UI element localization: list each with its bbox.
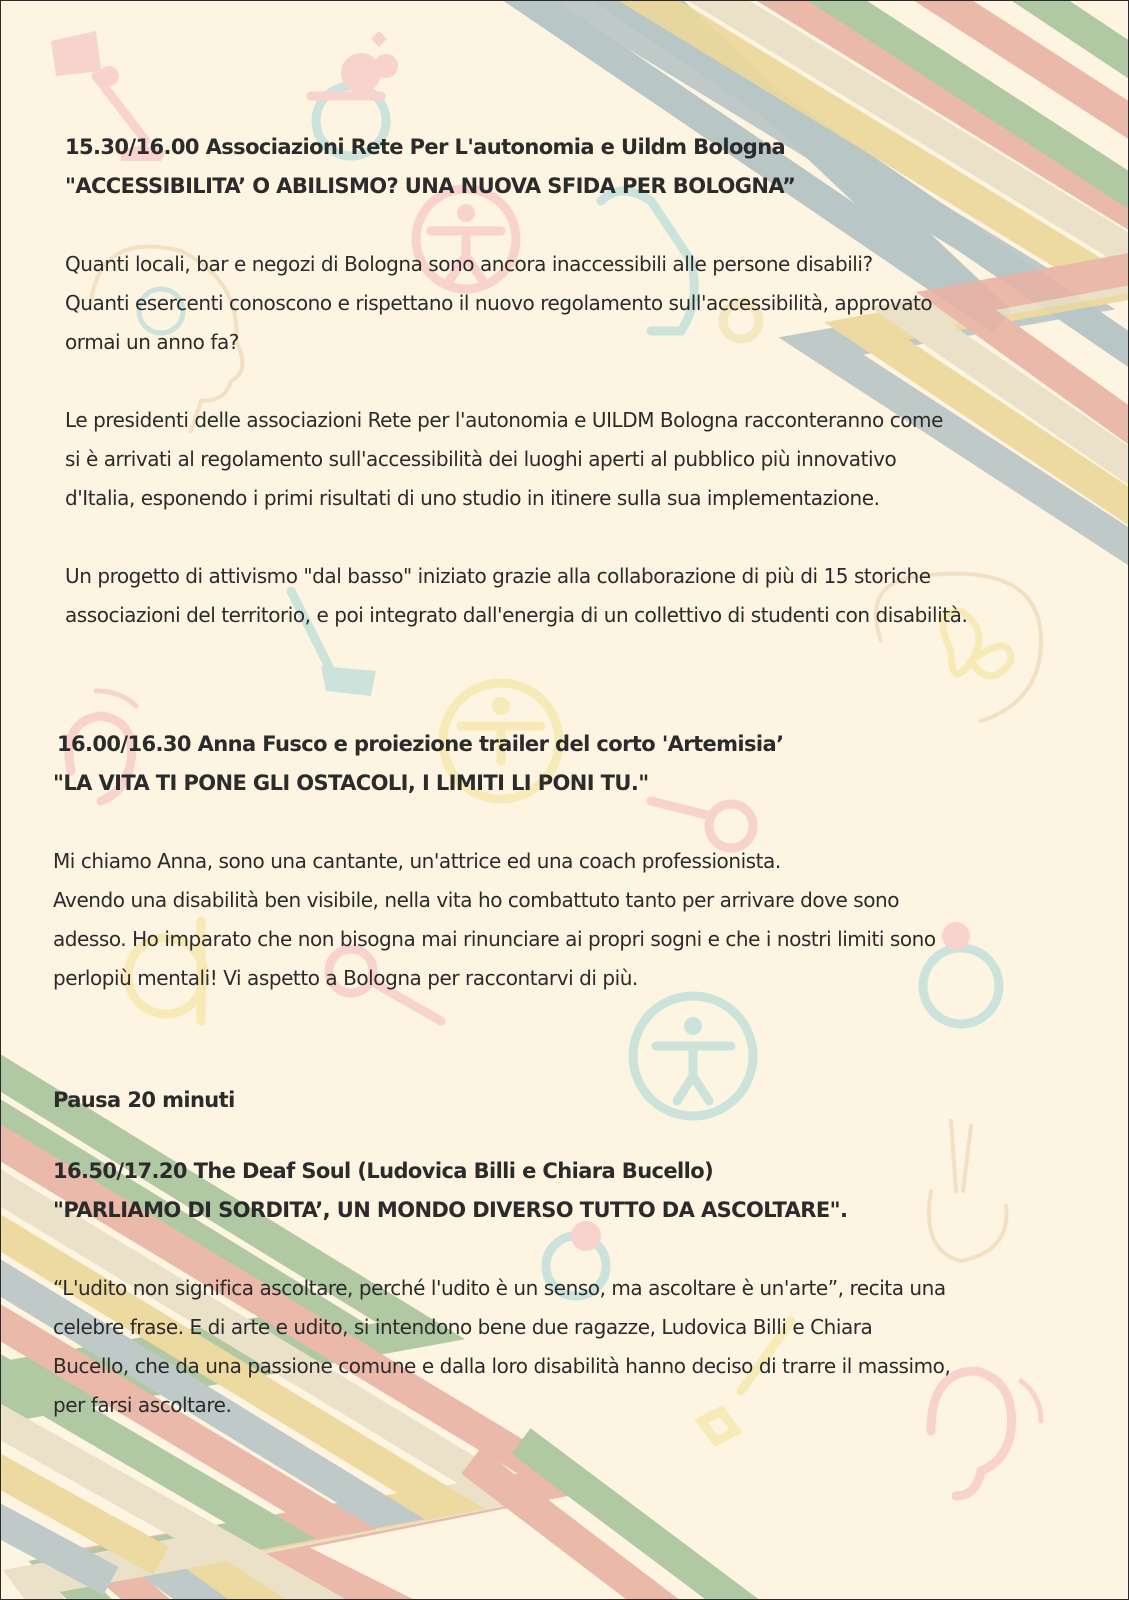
section-3-time-title: 16.50/17.20 The Deaf Soul (Ludovica Billi e Chiara Bucello): [53, 1159, 714, 1183]
paragraph-line: d'Italia, esponendo i primi risultati di uno studio in itinere sulla sua implementazione.: [65, 486, 880, 510]
paragraph-line: per farsi ascoltare.: [53, 1393, 232, 1417]
paragraph-line: perlopiù mentali! Vi aspetto a Bologna per raccontarvi di più.: [53, 966, 638, 990]
section-1-paragraph-3: [65, 557, 1105, 635]
section-1: [65, 128, 1105, 635]
paragraph-line: Quanti esercenti conoscono e rispettano il nuovo regolamento sull'accessibilità, approvato: [65, 291, 933, 315]
paragraph-line: “L'udito non significa ascoltare, perché l'udito è un senso, ma ascoltare è un'arte”, recita una: [53, 1276, 946, 1300]
section-1-time-title: 15.30/16.00 Associazioni Rete Per L'autonomia e Uildm Bologna: [65, 135, 786, 159]
pause-block: [53, 1081, 235, 1120]
paragraph-line: Quanti locali, bar e negozi di Bologna sono ancora inaccessibili alle persone disabili?: [65, 252, 873, 276]
paragraph-line: Bucello, che da una passione comune e dalla loro disabilità hanno deciso di trarre il massimo,: [53, 1354, 951, 1378]
paragraph-line: si è arrivati al regolamento sull'accessibilità dei luoghi aperti al pubblico più innovativo: [65, 447, 897, 471]
paragraph-line: Un progetto di attivismo "dal basso" iniziato grazie alla collaborazione di più di 15 storiche: [65, 564, 931, 588]
section-3-headline: "PARLIAMO DI SORDITA’, UN MONDO DIVERSO TUTTO DA ASCOLTARE".: [53, 1198, 848, 1222]
paragraph-line: adesso. Ho imparato che non bisogna mai rinunciare ai propri sogni e che i nostri limiti sono: [53, 927, 936, 951]
section-1-paragraph-2: [65, 401, 1105, 518]
section-2-time-title: 16.00/16.30 Anna Fusco e proiezione trailer del corto 'Artemisia’: [57, 732, 784, 756]
section-2-headline: "LA VITA TI PONE GLI OSTACOLI, I LIMITI LI PONI TU.": [53, 771, 649, 795]
section-3-paragraph-1: [53, 1269, 1093, 1425]
accessibility-person-icon: [633, 996, 753, 1116]
pause-label: Pausa 20 minuti: [53, 1088, 235, 1112]
paragraph-line: Avendo una disabilità ben visibile, nella vita ho combattuto tanto per arrivare dove sono: [53, 888, 900, 912]
paragraph-line: Mi chiamo Anna, sono una cantante, un'attrice ed una coach professionista.: [53, 849, 781, 873]
section-2: [53, 725, 1093, 998]
section-3: [53, 1152, 1093, 1425]
paragraph-line: ormai un anno fa?: [65, 330, 239, 354]
section-1-paragraph-1: [65, 245, 1105, 362]
paragraph-line: Le presidenti delle associazioni Rete per l'autonomia e UILDM Bologna racconteranno come: [65, 408, 943, 432]
section-1-headline: "ACCESSIBILITA’ O ABILISMO? UNA NUOVA SFIDA PER BOLOGNA”: [65, 174, 796, 198]
paragraph-line: celebre frase. E di arte e udito, si intendono bene due ragazze, Ludovica Billi e Chiara: [53, 1315, 873, 1339]
paragraph-line: associazioni del territorio, e poi integrato dall'energia di un collettivo di studenti con disabilità.: [65, 603, 968, 627]
section-2-paragraph-1: [53, 842, 1093, 998]
